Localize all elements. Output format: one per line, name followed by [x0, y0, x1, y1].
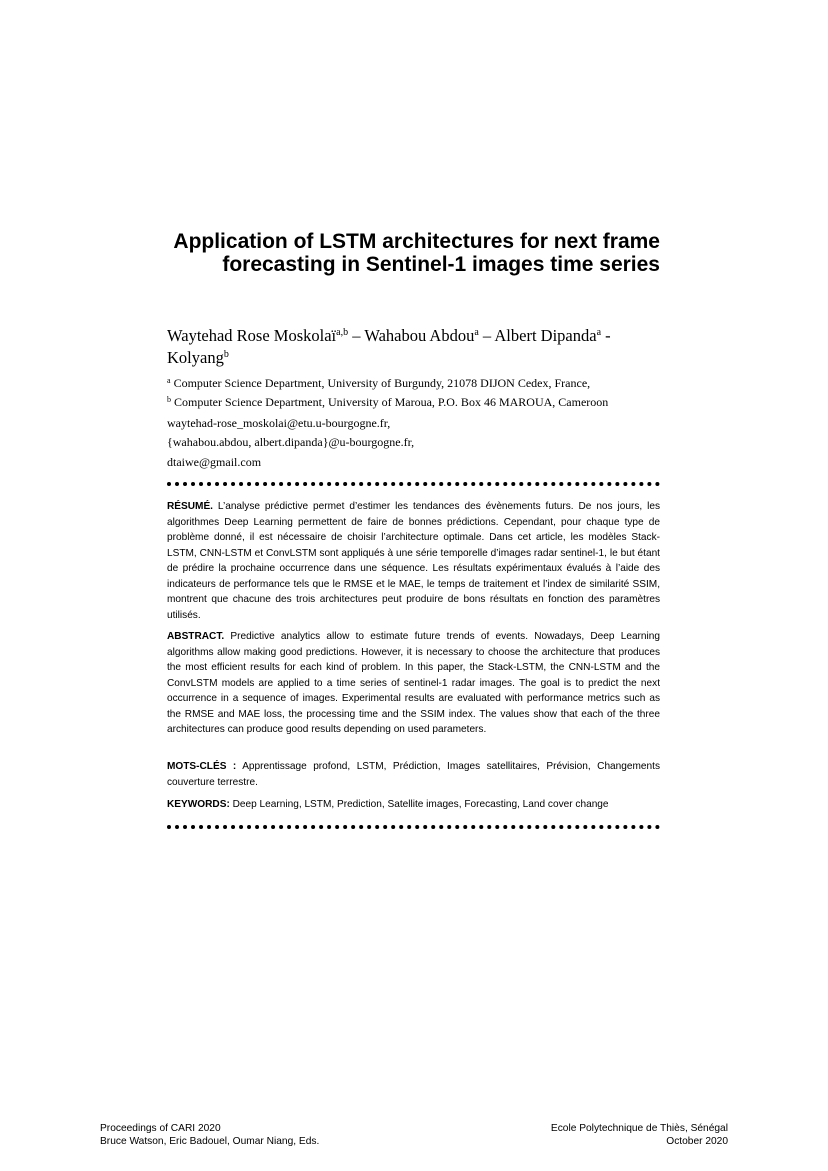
affiliation-a	[167, 376, 660, 390]
author-affiliation-mark: b	[223, 349, 229, 360]
abstract-text: Predictive analytics allow to estimate future trends of events. Nowadays, Deep Learning algorithms allow making good predictions. However, it is necessary to choose the architecture that produces the most efficient results for each kind of problem. In this paper, the Stack-LSTM, the CNN-LSTM and the ConvLSTM models are applied to a time series of sentinel-1 radar images. The goal is to predict the next occurrence in a sequence of images. Experimental results are evaluated with performance metrics such as the RMSE and MAE loss, the processing time and the SSIM index. The values show that each of the three architectures can produce good results depending on used parameters.	[167, 631, 660, 735]
footer-venue-name: Ecole Polytechnique de Thiès, Sénégal	[550, 1123, 728, 1134]
keywords-text: Deep Learning, LSTM, Prediction, Satellite images, Forecasting, Land cover change	[229, 799, 609, 810]
paper-title: Application of LSTM architectures for next frame forecasting in Sentinel-1 images time series	[173, 230, 660, 276]
dotted-divider-top	[167, 482, 660, 490]
footer-proceedings	[100, 1122, 319, 1148]
author-name: Albert Dipanda	[494, 326, 597, 345]
footer-editors: Bruce Watson, Eric Badouel, Oumar Niang, Eds.	[100, 1136, 320, 1147]
dotted-divider-bottom	[167, 825, 660, 833]
author-name: Waytehad Rose Moskolaï	[167, 326, 337, 345]
footer-proceedings-title: Proceedings of CARI 2020	[100, 1123, 221, 1134]
affiliation-text: Computer Science Department, University of Maroua, P.O. Box 46 MAROUA, Cameroon	[171, 395, 609, 409]
author-list	[167, 325, 660, 369]
email-line: dtaiwe@gmail.com	[167, 455, 262, 469]
mots-cles-label: MOTS-CLÉS :	[167, 761, 237, 772]
author-name: Kolyang	[167, 348, 224, 367]
affiliation-text: Computer Science Department, University of Burgundy, 21078 DIJON Cedex, France,	[170, 376, 591, 390]
keywords-label: KEYWORDS:	[167, 799, 230, 810]
resume-paragraph	[167, 499, 660, 623]
author-name: Wahabou Abdou	[364, 326, 475, 345]
abstract-label: ABSTRACT.	[167, 631, 225, 642]
mots-cles-paragraph	[167, 759, 660, 790]
email-line: waytehad-rose_moskolai@etu.u-bourgogne.fr,	[167, 416, 391, 430]
author-separator: -	[601, 326, 611, 345]
keywords-paragraph	[167, 797, 660, 813]
resume-text: L’analyse prédictive permet d’estimer les tendances des évènements futurs. De nos jours, les algorithmes Deep Learning permettent de faire de bonnes prédictions. Cependant, pour chaque type de problème donné, il est nécessaire de choisir l’architecture optimale. Dans cet article, les modèles Stack-LSTM, CNN-LSTM et ConvLSTM sont appliqués à une série temporelle d’images radar sentinel-1, le but étant de prédire la prochaine occurrence dans une séquence. Les résultats expérimentaux évalués à l’aide des indicateurs de performance tels que le RMSE et le MAE, le temps de traitement et l’index de similarité SSIM, montrent que chacune des trois architectures peut produire de bons résultats en fonction des paramètres utilisés.	[167, 501, 660, 621]
author-affiliation-mark: a	[596, 327, 602, 338]
author-separator: –	[348, 326, 365, 345]
author-affiliation-mark: a,b	[336, 327, 349, 338]
affiliation-b	[167, 395, 660, 409]
footer-venue	[551, 1122, 728, 1148]
author-affiliation-mark: a	[474, 327, 479, 338]
affiliation-mark: b	[167, 395, 171, 404]
email-line: {wahabou.abdou, albert.dipanda}@u-bourgogne.fr,	[167, 435, 415, 449]
author-separator: –	[478, 326, 495, 345]
footer-date: October 2020	[666, 1136, 728, 1147]
resume-label: RÉSUMÉ.	[167, 501, 213, 512]
abstract-paragraph	[167, 629, 660, 738]
mots-cles-text: Apprentissage profond, LSTM, Prédiction, Images satellitaires, Prévision, Changements couverture terrestre.	[167, 761, 661, 788]
affiliation-mark: a	[167, 376, 171, 385]
